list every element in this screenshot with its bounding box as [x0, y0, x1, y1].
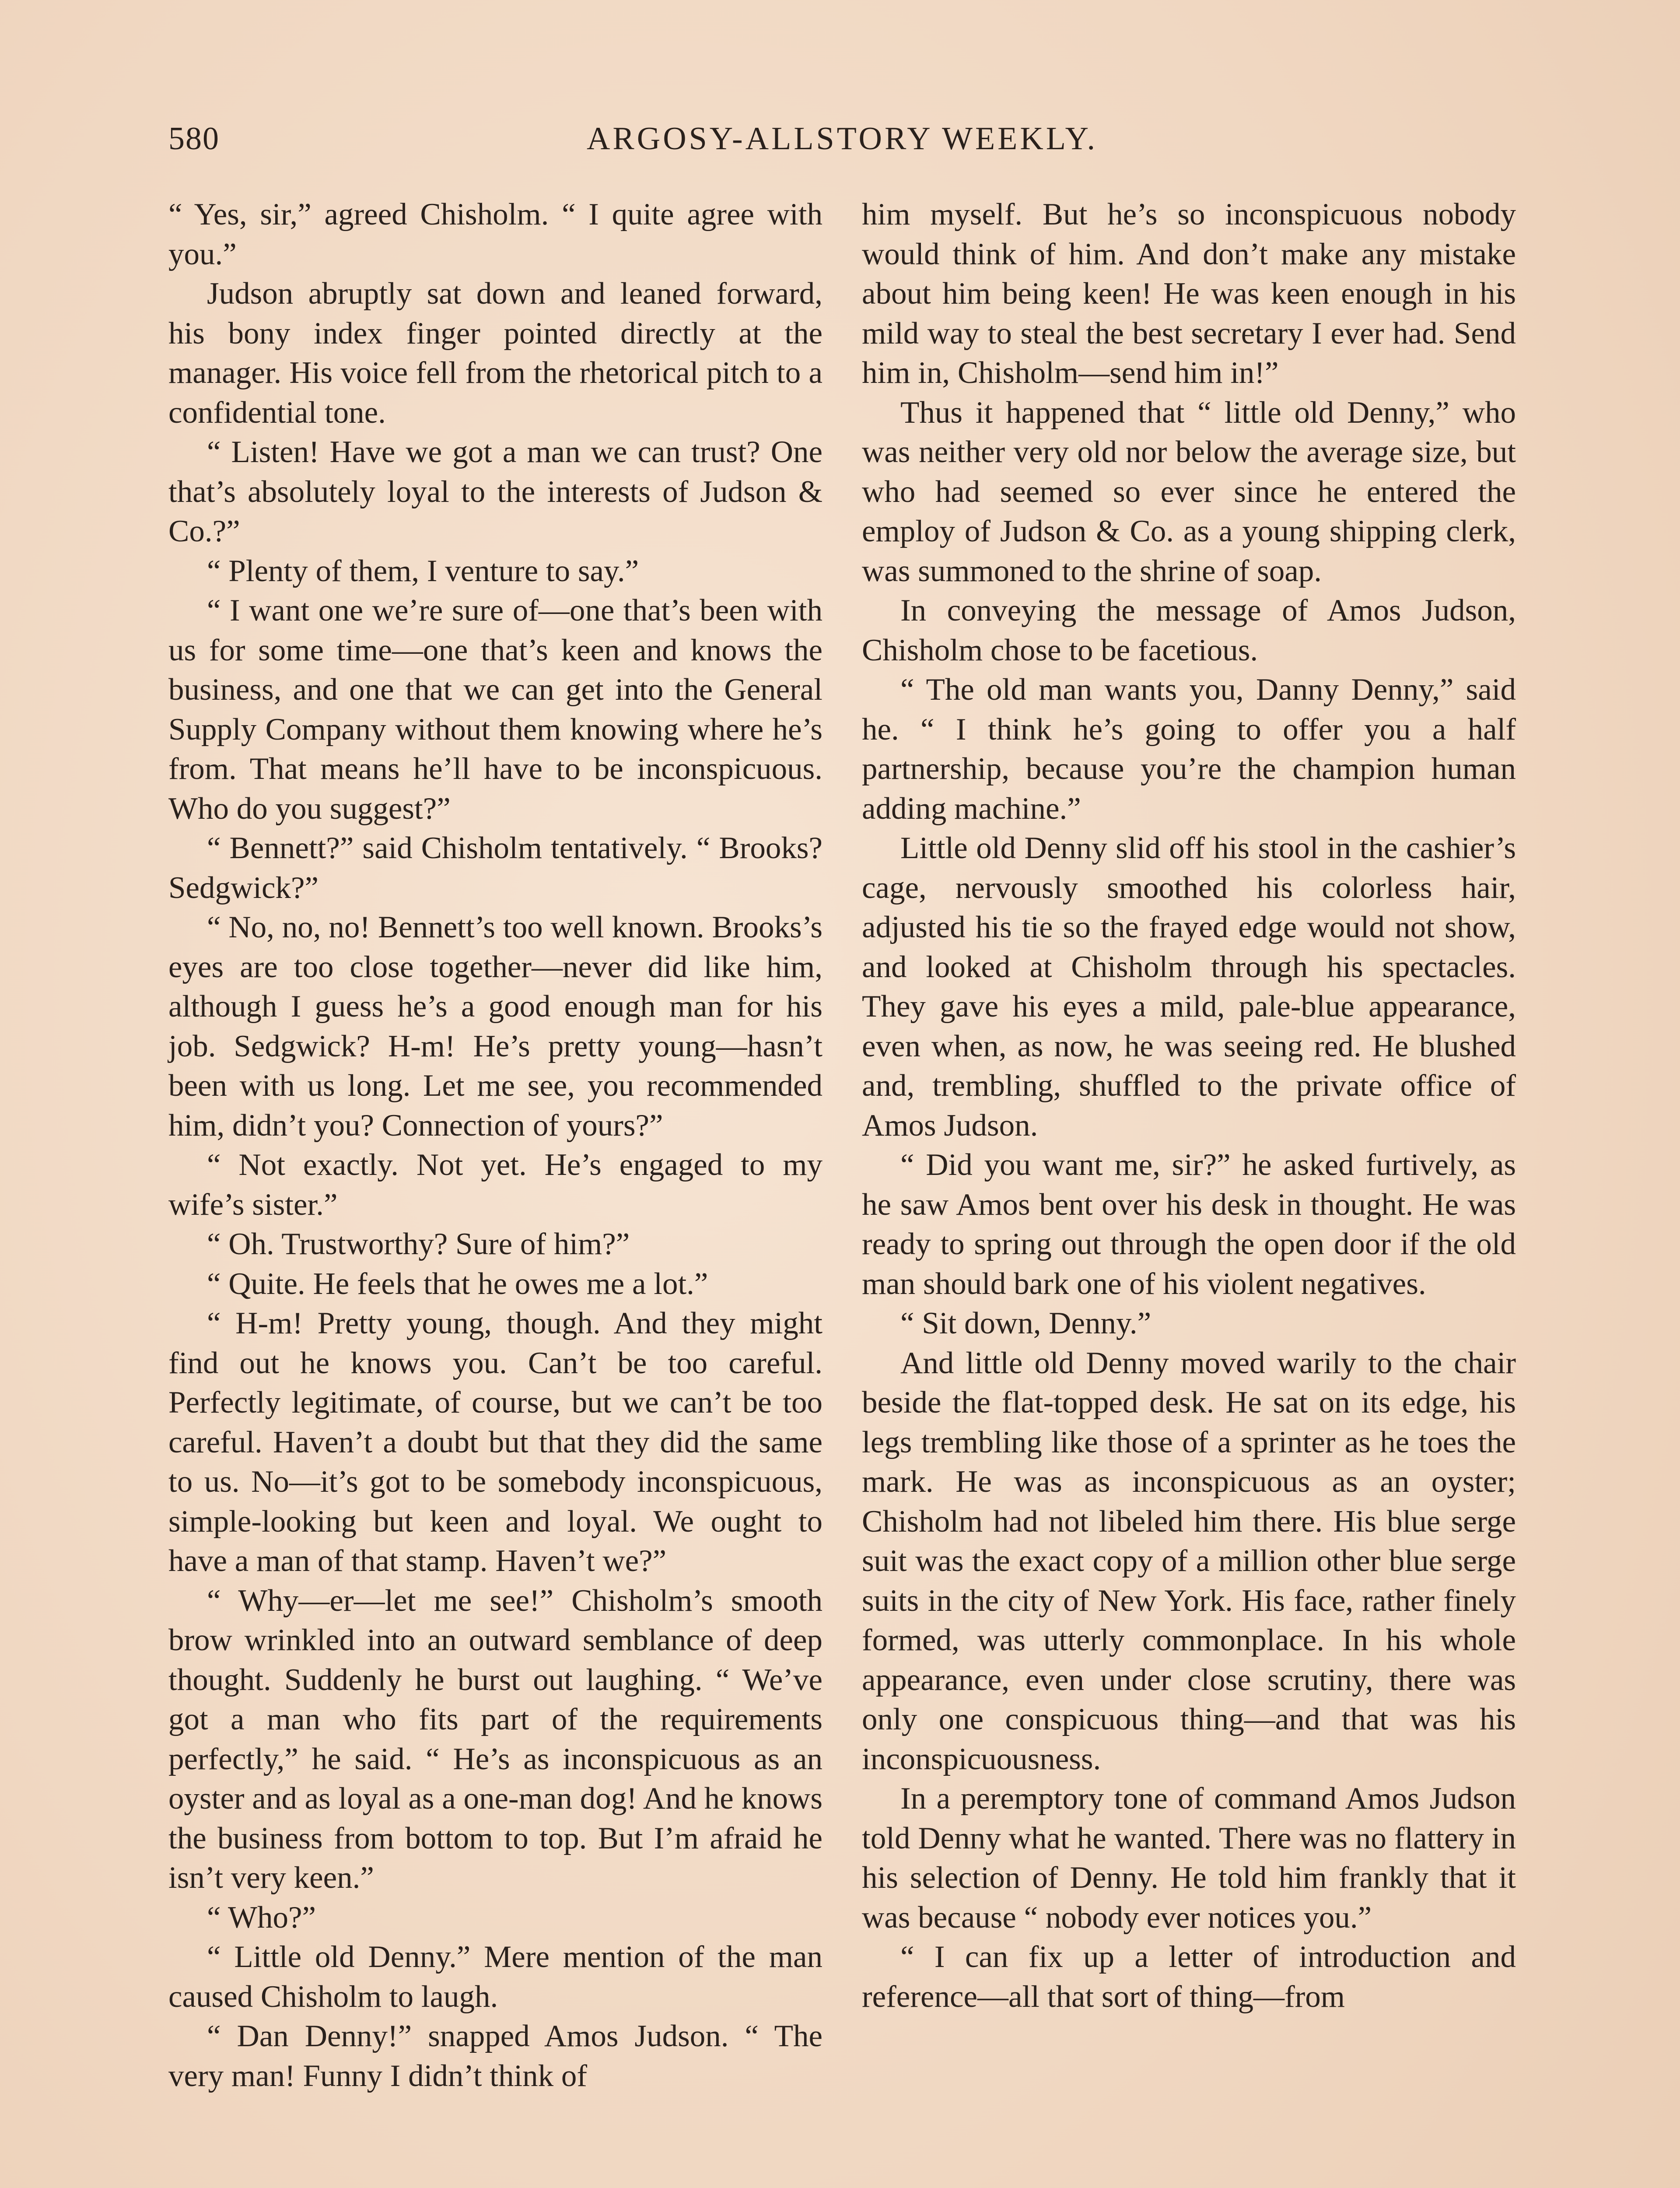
paragraph: “ Oh. Trustworthy? Sure of him?”	[207, 1227, 630, 1261]
paragraph: “ Little old Denny.” Mere mention of the man caused Chisholm to laugh.	[168, 1940, 822, 2014]
paragraph: In conveying the message of Amos Judson, Chisholm chose to be facetious.	[862, 593, 1516, 667]
page-header	[168, 120, 1516, 168]
paragraph: “ Dan Denny!” snapped Amos Judson. “ The very man! Funny I didn’t think of	[168, 2019, 822, 2093]
paragraph: Little old Denny slid off his stool in the cashier’s cage, nervously smoothed his colorless hair, adjusted his tie so the frayed edge would not show, and looked at Chisholm through his spectacles. They gave his eyes a mild, pale-blue appearance, even when, as now, he was seeing red. He blushed and, trembling, shuffled to the private office of Amos Judson.	[862, 831, 1516, 1143]
paragraph: him myself. But he’s so inconspicuous nobody would think of him. And don’t make any mistake about him being keen! He was keen enough in his mild way to steal the best secretary I ever had. Send him in, Chisholm—send him in!”	[862, 197, 1516, 390]
paragraph: And little old Denny moved warily to the chair beside the flat-topped desk. He sat on its edge, his legs trembling like those of a sprinter as he toes the mark. He was as inconspicuous as an oyster; Chisholm had not libeled him there. His blue serge suit was the exact copy of a million other blue serge suits in the city of New York. His face, rather finely formed, was utterly commonplace. In his whole appearance, even under close scrutiny, there was only one conspicuous thing—and that was his inconspicuousness.	[862, 1346, 1516, 1776]
paragraph: “ Bennett?” said Chisholm tentatively. “ Brooks? Sedgwick?”	[168, 831, 822, 905]
paragraph: Judson abruptly sat down and leaned forward, his bony index finger pointed directly at the manager. His voice fell from the rhetorical pitch to a confidential tone.	[168, 277, 822, 430]
page-number: 580	[168, 121, 220, 157]
paragraph: “ I want one we’re sure of—one that’s been with us for some time—one that’s keen and knows the business, and one that we can get into the General Supply Company without them knowing where he’s from. That means he’ll have to be inconspicuous. Who do you suggest?”	[168, 593, 822, 826]
paragraph: “ I can fix up a letter of introduction and reference—all that sort of thing—from	[862, 1940, 1516, 2014]
paragraph: “ Listen! Have we got a man we can trust? One that’s absolutely loyal to the interests of Judson & Co.?”	[168, 435, 822, 548]
paragraph: “ No, no, no! Bennett’s too well known. Brooks’s eyes are too close together—never did like him, although I guess he’s a good enough man for his job. Sedgwick? H-m! He’s pretty young—hasn’t been with us long. Let me see, you recommended him, didn’t you? Connection of yours?”	[168, 910, 822, 1143]
right-column	[862, 195, 1516, 2016]
paragraph: In a peremptory tone of command Amos Judson told Denny what he wanted. There was no flattery in his selection of Denny. He told him frankly that it was because “ nobody ever notices you.”	[862, 1781, 1516, 1935]
left-column	[168, 195, 822, 2096]
paragraph: “ Yes, sir,” agreed Chisholm. “ I quite agree with you.”	[168, 197, 822, 271]
paragraph: “ The old man wants you, Danny Denny,” said he. “ I think he’s going to offer you a half partnership, because you’re the champion human adding machine.”	[862, 673, 1516, 826]
paragraph: “ Quite. He feels that he owes me a lot.”	[207, 1266, 708, 1301]
running-head: ARGOSY-ALLSTORY WEEKLY.	[586, 121, 1098, 157]
paragraph: “ Plenty of them, I venture to say.”	[207, 554, 639, 588]
paragraph: “ Who?”	[207, 1900, 316, 1935]
paragraph: “ Not exactly. Not yet. He’s engaged to my wife’s sister.”	[168, 1148, 822, 1222]
paragraph: “ Did you want me, sir?” he asked furtively, as he saw Amos bent over his desk in thought. He was ready to spring out through the open door if the old man should bark one of his violent negatives.	[862, 1148, 1516, 1301]
paragraph: “ H-m! Pretty young, though. And they might find out he knows you. Can’t be too careful. Perfectly legitimate, of course, but we can’t be too careful. Haven’t a doubt but that they did the same to us. No—it’s got to be somebody inconspicuous, simple-looking but keen and loyal. We ought to have a man of that stamp. Haven’t we?”	[168, 1306, 822, 1578]
paragraph: Thus it happened that “ little old Denny,” who was neither very old nor below the average size, but who had seemed so ever since he entered the employ of Judson & Co. as a young shipping clerk, was summoned to the shrine of soap.	[862, 395, 1516, 588]
paragraph: “ Sit down, Denny.”	[900, 1306, 1152, 1340]
paragraph: “ Why—er—let me see!” Chisholm’s smooth brow wrinkled into an outward semblance of deep thought. Suddenly he burst out laughing. “ We’ve got a man who fits part of the requirements perfectly,” he said. “ He’s as inconspicuous as an oyster and as loyal as a one-man dog! And he knows the business from bottom to top. But I’m afraid he isn’t very keen.”	[168, 1583, 822, 1895]
